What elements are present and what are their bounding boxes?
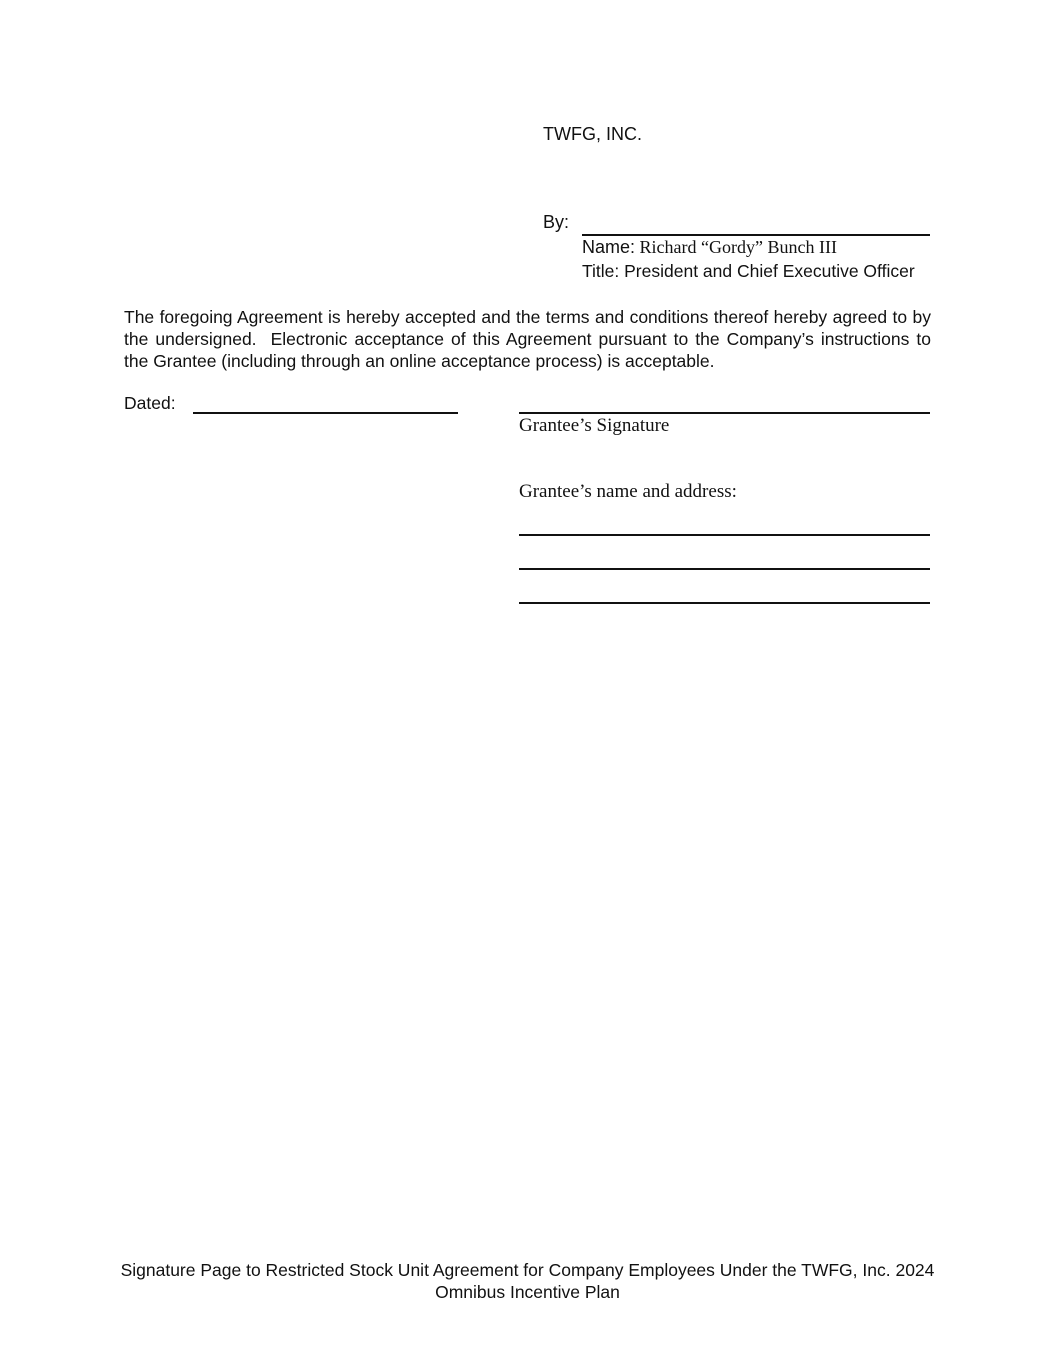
acceptance-paragraph: The foregoing Agreement is hereby accepted and the terms and conditions thereof hereby agreed to by the undersigned. Electronic acceptance of this Agreement pursuant to the Company’s instructions to the Grantee (including through an online acceptance process) is acceptable. [124,307,931,371]
address-line-3 [519,602,930,604]
company-name: TWFG, INC. [543,124,642,144]
name-label: Name: [582,237,636,257]
address-line-1 [519,534,930,536]
signer-name [582,237,837,258]
grantee-name-address-caption: Grantee’s name and address: [519,481,737,502]
by-label: By: [543,212,570,232]
name-value: Richard “Gordy” Bunch III [635,237,837,257]
footer-line-1: Signature Page to Restricted Stock Unit Agreement for Company Employees Under the TWFG, Inc. 2024 [120,1260,935,1280]
address-line-2 [519,568,930,570]
dated-line [193,412,458,414]
grantee-signature-line [519,412,930,414]
signer-title: Title: President and Chief Executive Officer [582,261,915,281]
dated-label: Dated: [124,393,176,413]
page-footer [100,1259,955,1303]
grantee-signature-caption: Grantee’s Signature [519,415,670,436]
footer-line-2: Omnibus Incentive Plan [435,1282,620,1302]
company-signature-line [582,234,930,236]
